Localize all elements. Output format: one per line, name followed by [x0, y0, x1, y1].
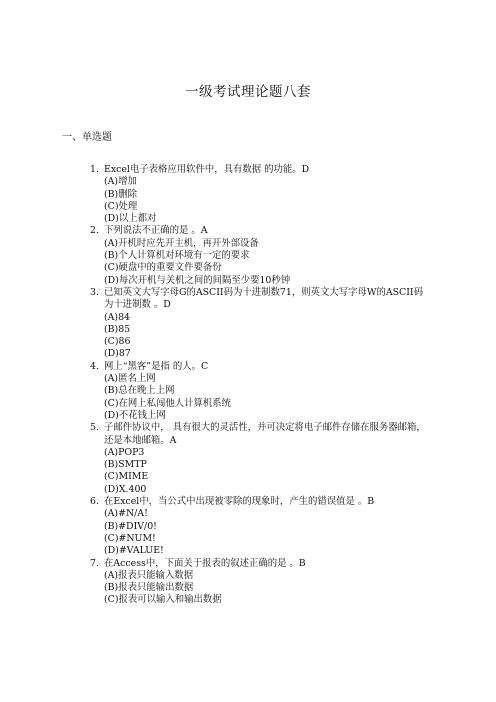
answer-option: (C)硬盘中的重要文件要备份: [104, 262, 222, 274]
question-item: [90, 558, 430, 607]
answer-option: (A)增加: [104, 176, 137, 188]
question-stem: 在Access中，下面关于报表的叙述正确的是 。B: [104, 557, 306, 569]
answer-option: (A)报表只能输入数据: [104, 569, 194, 581]
answer-option: (B)SMTP: [104, 459, 147, 471]
question-stem: 子邮件协议中， 具有很大的灵活性，并可决定将电子邮件存储在服务器邮箱，还是本地邮箱。A: [104, 422, 426, 446]
question-item: [90, 496, 430, 557]
answer-option: (C)报表可以输入和输出数据: [104, 594, 222, 606]
question-item: [90, 422, 430, 496]
section-heading: 一、单选题: [62, 132, 112, 143]
question-number: 1.: [90, 164, 99, 175]
answer-option: (C)处理: [104, 200, 138, 212]
document-title: 一级考试理论题八套: [185, 84, 311, 100]
question-stem: Excel电子表格应用软件中，具有数据 的功能。D: [104, 164, 310, 175]
answer-option: (D)不花钱上网: [104, 409, 166, 421]
question-number: 4.: [90, 360, 99, 372]
answer-option: (D)87: [104, 348, 131, 360]
answer-option: (A)匿名上网: [104, 373, 156, 385]
answer-option: (C)#NUM!: [104, 532, 156, 544]
question-number: 6.: [90, 496, 99, 508]
answer-option: (B)删除: [104, 188, 137, 200]
answer-option: (D)以上都对: [104, 213, 157, 225]
answer-option: (A)POP3: [104, 446, 145, 458]
question-number: 5.: [90, 422, 99, 434]
answer-option: (C)在网上私闯他人计算机系统: [104, 397, 231, 409]
question-item: [90, 287, 430, 361]
question-number: 7.: [90, 557, 99, 569]
answer-option: (C)86: [104, 336, 131, 348]
question-stem: 已知英文大写字母G的ASCII码为十进制数71，则英文大写字母W的ASCII码为十进制数 。D: [104, 286, 423, 311]
answer-option: (B)报表只能输出数据: [104, 582, 194, 594]
answer-option: (B)85: [104, 323, 131, 335]
answer-option: (D)每次开机与关机之间的间隔至少要10秒钟: [104, 274, 291, 286]
answer-option: (B)#DIV/0!: [104, 520, 157, 532]
question-stem: 下列说法不正确的是 。A: [104, 225, 208, 237]
answer-option: (B)个人计算机对环境有一定的要求: [104, 250, 250, 262]
answer-option: (D)X.400: [104, 483, 147, 495]
answer-option: (B)总在晚上上网: [104, 385, 175, 397]
question-item: [90, 361, 430, 422]
answer-option: (A)84: [104, 311, 131, 323]
question-stem: 网上“黑客”是指 的人。C: [104, 360, 209, 372]
question-item: [90, 225, 430, 286]
question-stem: 在Excel中，当公式中出现被零除的现象时，产生的错误值是 。B: [104, 496, 375, 508]
answer-option: (A)#N/A!: [104, 508, 148, 520]
question-list: [90, 164, 430, 607]
question-item: [90, 164, 430, 225]
question-number: 2.: [90, 225, 99, 237]
answer-option: (C)MIME: [104, 471, 149, 483]
answer-option: (D)#VALUE!: [104, 545, 164, 557]
answer-option: (A)开机时应先开主机，再开外部设备: [104, 237, 259, 249]
question-number: 3.: [90, 286, 99, 298]
